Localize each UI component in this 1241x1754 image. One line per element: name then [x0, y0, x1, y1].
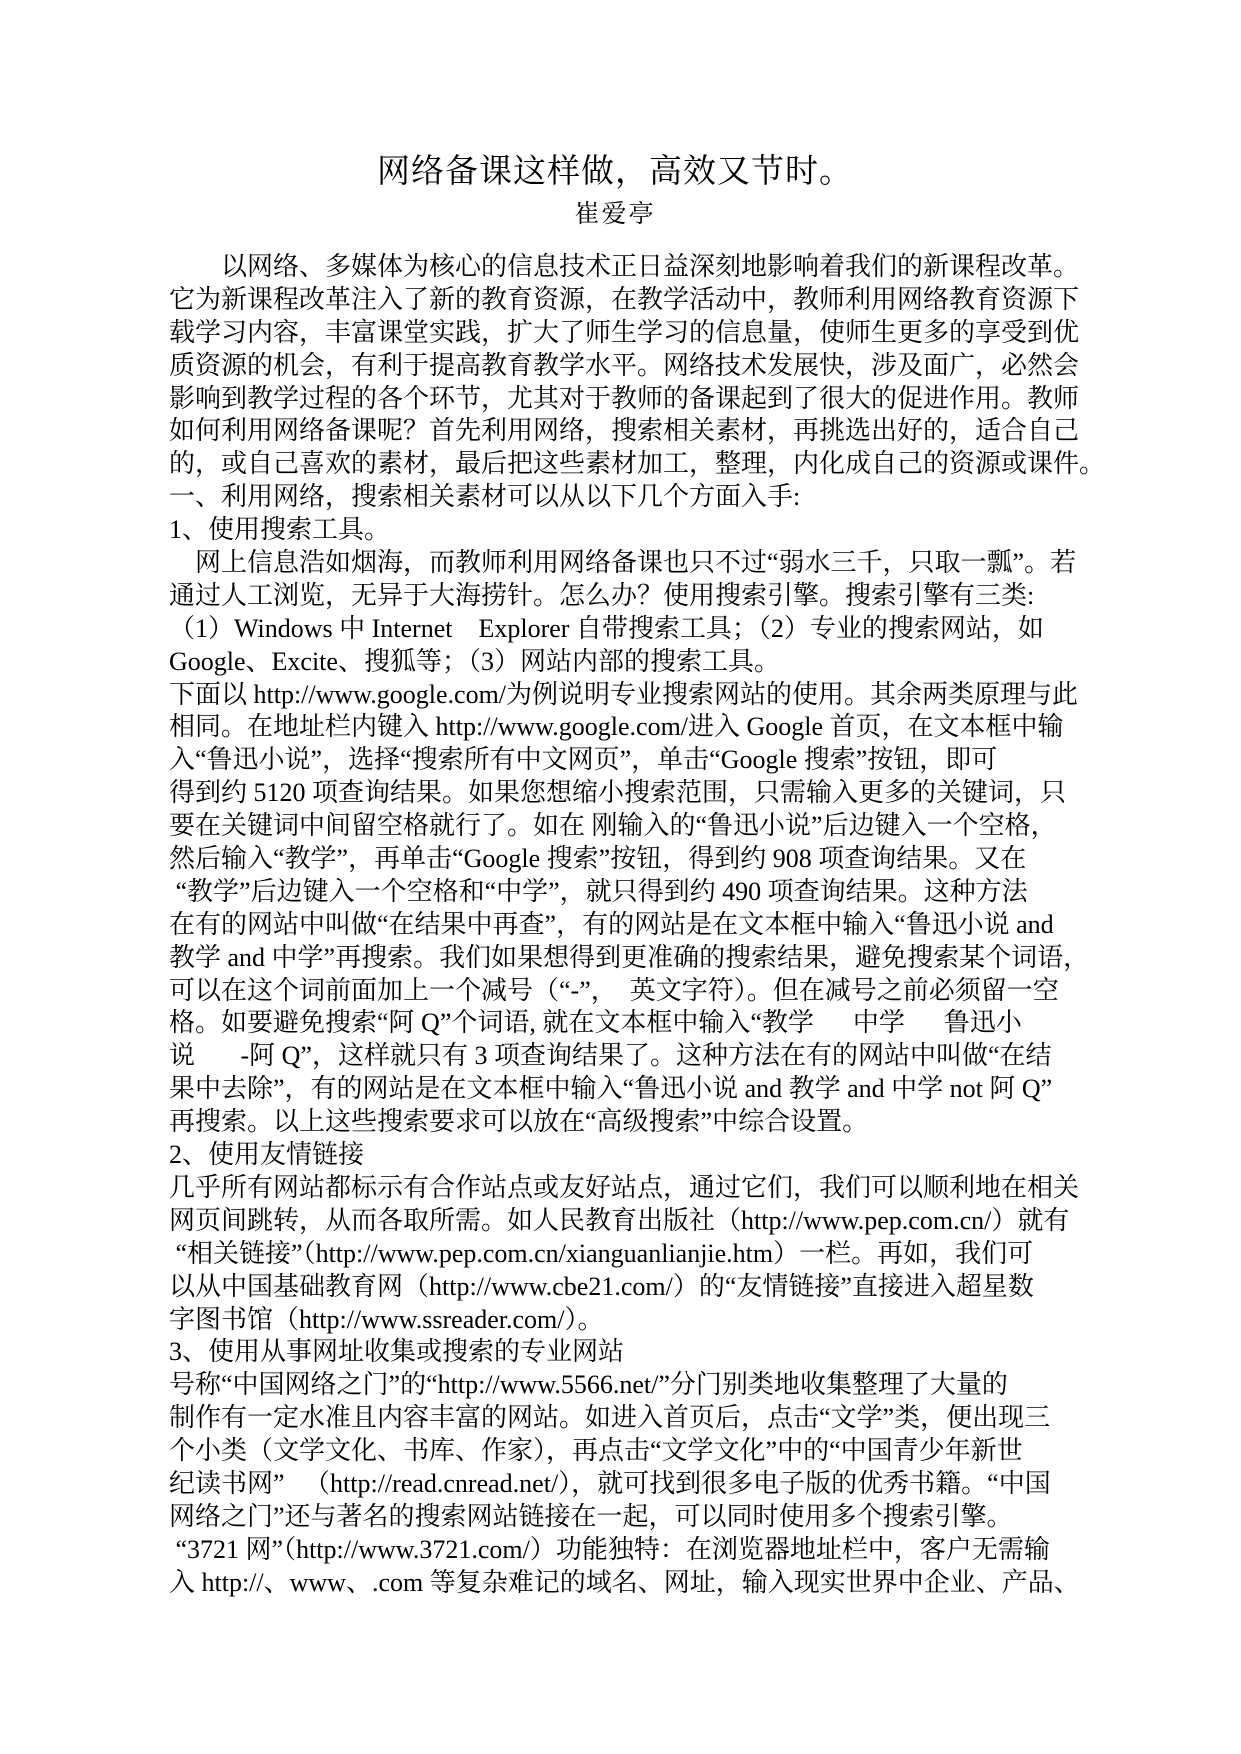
text-line: 可以在这个词前面加上一个减号（“-”， 英文字符）。但在减号之前必须留一空: [169, 975, 1059, 1005]
author-name: 崔爱亭: [574, 201, 656, 228]
text-line: 纪读书网” （http://read.cnread.net/），就可找到很多电子版的优秀书籍。“中国: [169, 1468, 1051, 1498]
text-line: 1、使用搜索工具。: [169, 515, 391, 545]
text-line: 影响到教学过程的各个环节，尤其对于教师的备课起到了很大的促进作用。教师: [169, 383, 1080, 413]
text-line: 要在关键词中间留空格就行了。如在 刚输入的“鲁迅小说”后边键入一个空格，: [169, 811, 1057, 841]
text-line: 格。如要避免搜索“阿 Q”个词语, 就在文本框中输入“教学 中学 鲁迅小: [169, 1008, 1022, 1038]
text-line: 相同。在地址栏内键入 http://www.google.com/进入 Google 首页，在文本框中输: [169, 712, 1064, 742]
text-line: 说 -阿 Q”，这样就只有 3 项查询结果了。这种方法在有的网站中叫做“在结: [169, 1041, 1052, 1071]
text-line: 2、使用友情链接: [169, 1140, 365, 1170]
text-line: 号称“中国网络之门”的“http://www.5566.net/”分门别类地收集整理了大量的: [169, 1370, 1008, 1400]
text-line: “3721 网”（http://www.3721.com/）功能独特：在浏览器地址栏中，客户无需输: [169, 1534, 1050, 1564]
text-line: 下面以 http://www.google.com/为例说明专业搜索网站的使用。其余两类原理与此: [169, 679, 1079, 709]
text-line: 通过人工浏览，无异于大海捞针。怎么办？使用搜索引擎。搜索引擎有三类:: [169, 580, 1035, 610]
text-line: “教学”后边键入一个空格和“中学”，就只得到约 490 项查询结果。这种方法: [169, 876, 1028, 906]
text-line: 质资源的机会，有利于提高教育教学水平。网络技术发展快，涉及面广，必然会: [169, 350, 1080, 380]
text-line: 入“鲁迅小说”，选择“搜索所有中文网页”，单击“Google 搜索”按钮，即可: [169, 745, 998, 775]
text-line: 在有的网站中叫做“在结果中再查”，有的网站是在文本框中输入“鲁迅小说 and: [169, 909, 1054, 939]
document-title: 网络备课这样做，高效又节时。: [377, 154, 853, 190]
text-line: （1）Windows 中 Internet Explorer 自带搜索工具；（2）专业的搜索网站，如: [169, 613, 1044, 643]
text-line: 教学 and 中学”再搜索。我们如果想得到更准确的搜索结果，避免搜索某个词语，: [169, 942, 1090, 972]
text-line: 得到约 5120 项查询结果。如果您想缩小搜索范围，只需输入更多的关键词，只: [169, 778, 1067, 808]
text-line: 一、利用网络，搜索相关素材可以从以下几个方面入手:: [169, 482, 801, 512]
text-line: 以从中国基础教育网（http://www.cbe21.com/）的“友情链接”直接进入超星数: [169, 1271, 1034, 1301]
text-line: “相关链接”（http://www.pep.com.cn/xianguanlianjie.htm）一栏。再如，我们可: [169, 1238, 1034, 1268]
text-line: 制作有一定水准且内容丰富的网站。如进入首页后，点击“文学”类，便出现三: [169, 1403, 1051, 1433]
text-line: 网络之门”还与著名的搜索网站链接在一起，可以同时使用多个搜索引擎。: [169, 1501, 1013, 1531]
document-body: [169, 251, 1106, 1600]
text-line: 入 http://、www、.com 等复杂难记的域名、网址，输入现实世界中企业、产品、: [169, 1567, 1080, 1597]
text-line: 载学习内容，丰富课堂实践，扩大了师生学习的信息量，使师生更多的享受到优: [169, 317, 1080, 347]
text-line: 几乎所有网站都标示有合作站点或友好站点，通过它们，我们可以顺利地在相关: [169, 1172, 1080, 1202]
text-line: 个小类（文学文化、书库、作家），再点击“文学文化”中的“中国青少年新世: [169, 1436, 1023, 1466]
text-line: Google、Excite、搜狐等；（3）网站内部的搜索工具。: [169, 646, 780, 676]
text-line: 网页间跳转，从而各取所需。如人民教育出版社（http://www.pep.com.cn/）就有: [169, 1205, 1070, 1235]
text-line: 以网络、多媒体为核心的信息技术正日益深刻地影响着我们的新课程改革。: [169, 252, 1080, 281]
text-line: 3、使用从事网址收集或搜索的专业网站: [169, 1337, 625, 1367]
text-line: 然后输入“教学”，再单击“Google 搜索”按钮，得到约 908 项查询结果。又在: [169, 844, 1027, 874]
text-line: 的，或自己喜欢的素材，最后把这些素材加工，整理，内化成自己的资源或课件。: [169, 449, 1106, 479]
text-line: 如何利用网络备课呢？首先利用网络，搜索相关素材，再挑选出好的，适合自己: [169, 416, 1080, 446]
text-line: 网上信息浩如烟海，而教师利用网络备课也只不过“弱水三千，只取一瓢”。若: [169, 548, 1077, 578]
text-line: 它为新课程改革注入了新的教育资源，在教学活动中，教师利用网络教育资源下: [169, 284, 1080, 314]
text-line: 果中去除”，有的网站是在文本框中输入“鲁迅小说 and 教学 and 中学 not 阿 Q”: [169, 1074, 1053, 1104]
text-line: 再搜索。以上这些搜索要求可以放在“高级搜索”中综合设置。: [169, 1107, 869, 1137]
text-line: 字图书馆（http://www.ssreader.com/）。: [169, 1304, 604, 1334]
